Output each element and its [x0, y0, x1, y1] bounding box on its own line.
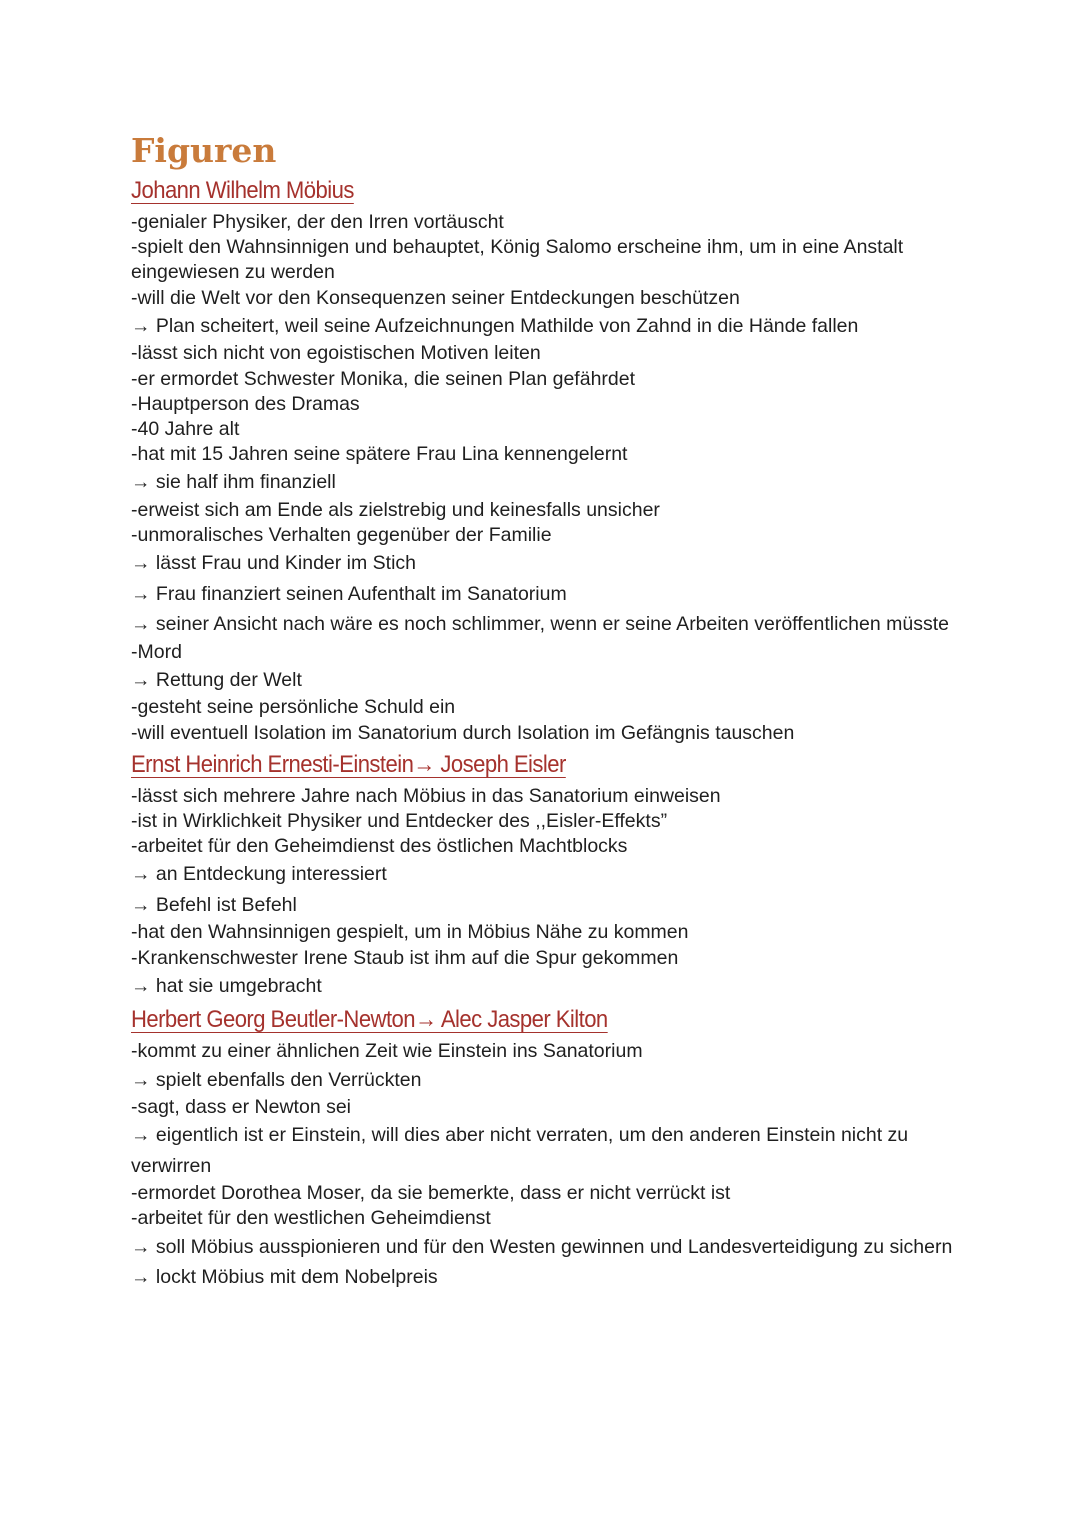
note-line: -sagt, dass er Newton sei — [131, 1096, 352, 1119]
note-line: -Hauptperson des Dramas — [131, 392, 360, 415]
note-line: -hat den Wahnsinnigen gespielt, um in Möbius Nähe zu kommen — [131, 921, 689, 944]
note-consequence-line: → Befehl ist Befehl — [131, 893, 297, 916]
note-consequence-line: → Frau finanziert seinen Aufenthalt im Sanatorium — [131, 582, 567, 605]
note-consequence-line: → soll Möbius ausspionieren und für den Westen gewinnen und Landesverteidigung zu sichern — [131, 1235, 953, 1258]
note-line: -ermordet Dorothea Moser, da sie bemerkte, dass er nicht verrückt ist — [131, 1182, 731, 1205]
note-line: -genialer Physiker, der den Irren vortäuscht — [131, 211, 504, 233]
note-consequence-line: → sie half ihm finanziell — [131, 471, 336, 494]
note-consequence-line: → lässt Frau und Kinder im Stich — [131, 552, 417, 575]
figure-name: Johann Wilhelm Möbius — [131, 177, 354, 204]
document-page — [131, 130, 961, 1293]
note-consequence-line: → seiner Ansicht nach wäre es noch schlimmer, wenn er seine Arbeiten veröffentlichen müsste — [131, 613, 949, 636]
note-line: -spielt den Wahnsinnigen und behauptet, König Salomo erscheine ihm, um in eine Anstalt eingewiesen zu werden — [131, 236, 904, 284]
note-line: -will eventuell Isolation im Sanatorium durch Isolation im Gefängnis tauschen — [131, 721, 795, 744]
note-line: -will die Welt vor den Konsequenzen seiner Entdeckungen beschützen — [131, 286, 740, 309]
note-line: -kommt zu einer ähnlichen Zeit wie Einstein ins Sanatorium — [131, 1040, 643, 1063]
note-line: -arbeitet für den Geheimdienst des östlichen Machtblocks — [131, 835, 628, 858]
note-consequence-line: → hat sie umgebracht — [131, 974, 322, 997]
note-consequence-line: → Rettung der Welt — [131, 668, 302, 691]
figure-section-einstein — [131, 748, 961, 1002]
note-consequence-line: → an Entdeckung interessiert — [131, 863, 387, 886]
note-line: -lässt sich mehrere Jahre nach Möbius in das Sanatorium einweisen — [131, 784, 721, 807]
note-consequence-line: → spielt ebenfalls den Verrückten — [131, 1068, 422, 1091]
note-consequence-line: → eigentlich ist er Einstein, will dies aber nicht verraten, um den anderen Einstein nicht zu verwirren — [131, 1124, 909, 1177]
figure-name: Ernst Heinrich Ernesti-Einstein→ Joseph Eisler — [131, 750, 566, 778]
note-line: -erweist sich am Ende als zielstrebig und keinesfalls unsicher — [131, 498, 660, 521]
note-line: -er ermordet Schwester Monika, die seinen Plan gefährdet — [131, 367, 636, 390]
note-line: -gesteht seine persönliche Schuld ein — [131, 696, 456, 719]
page-title: Figuren — [131, 131, 277, 170]
note-line: -arbeitet für den westlichen Geheimdienst — [131, 1207, 491, 1230]
note-line: -hat mit 15 Jahren seine spätere Frau Lina kennengelernt — [131, 443, 628, 466]
figure-name: Herbert Georg Beutler-Newton→ Alec Jasper Kilton — [131, 1006, 608, 1034]
note-line: -unmoralisches Verhalten gegenüber der Familie — [131, 524, 552, 547]
note-line: -lässt sich nicht von egoistischen Motiven leiten — [131, 342, 541, 365]
note-consequence-line: → lockt Möbius mit dem Nobelpreis — [131, 1266, 438, 1289]
figure-notes — [131, 1039, 961, 1292]
figure-notes — [131, 210, 961, 746]
note-line: -40 Jahre alt — [131, 417, 240, 440]
note-line: -Krankenschwester Irene Staub ist ihm auf die Spur gekommen — [131, 946, 679, 969]
figure-section-moebius — [131, 174, 961, 746]
note-line: -Mord — [131, 640, 182, 663]
figure-section-newton — [131, 1003, 961, 1292]
note-consequence-line: → Plan scheitert, weil seine Aufzeichnungen Mathilde von Zahnd in die Hände fallen — [131, 314, 859, 337]
figure-notes — [131, 784, 961, 1002]
note-line: -ist in Wirklichkeit Physiker und Entdecker des ,,Eisler-Effekts” — [131, 810, 668, 833]
